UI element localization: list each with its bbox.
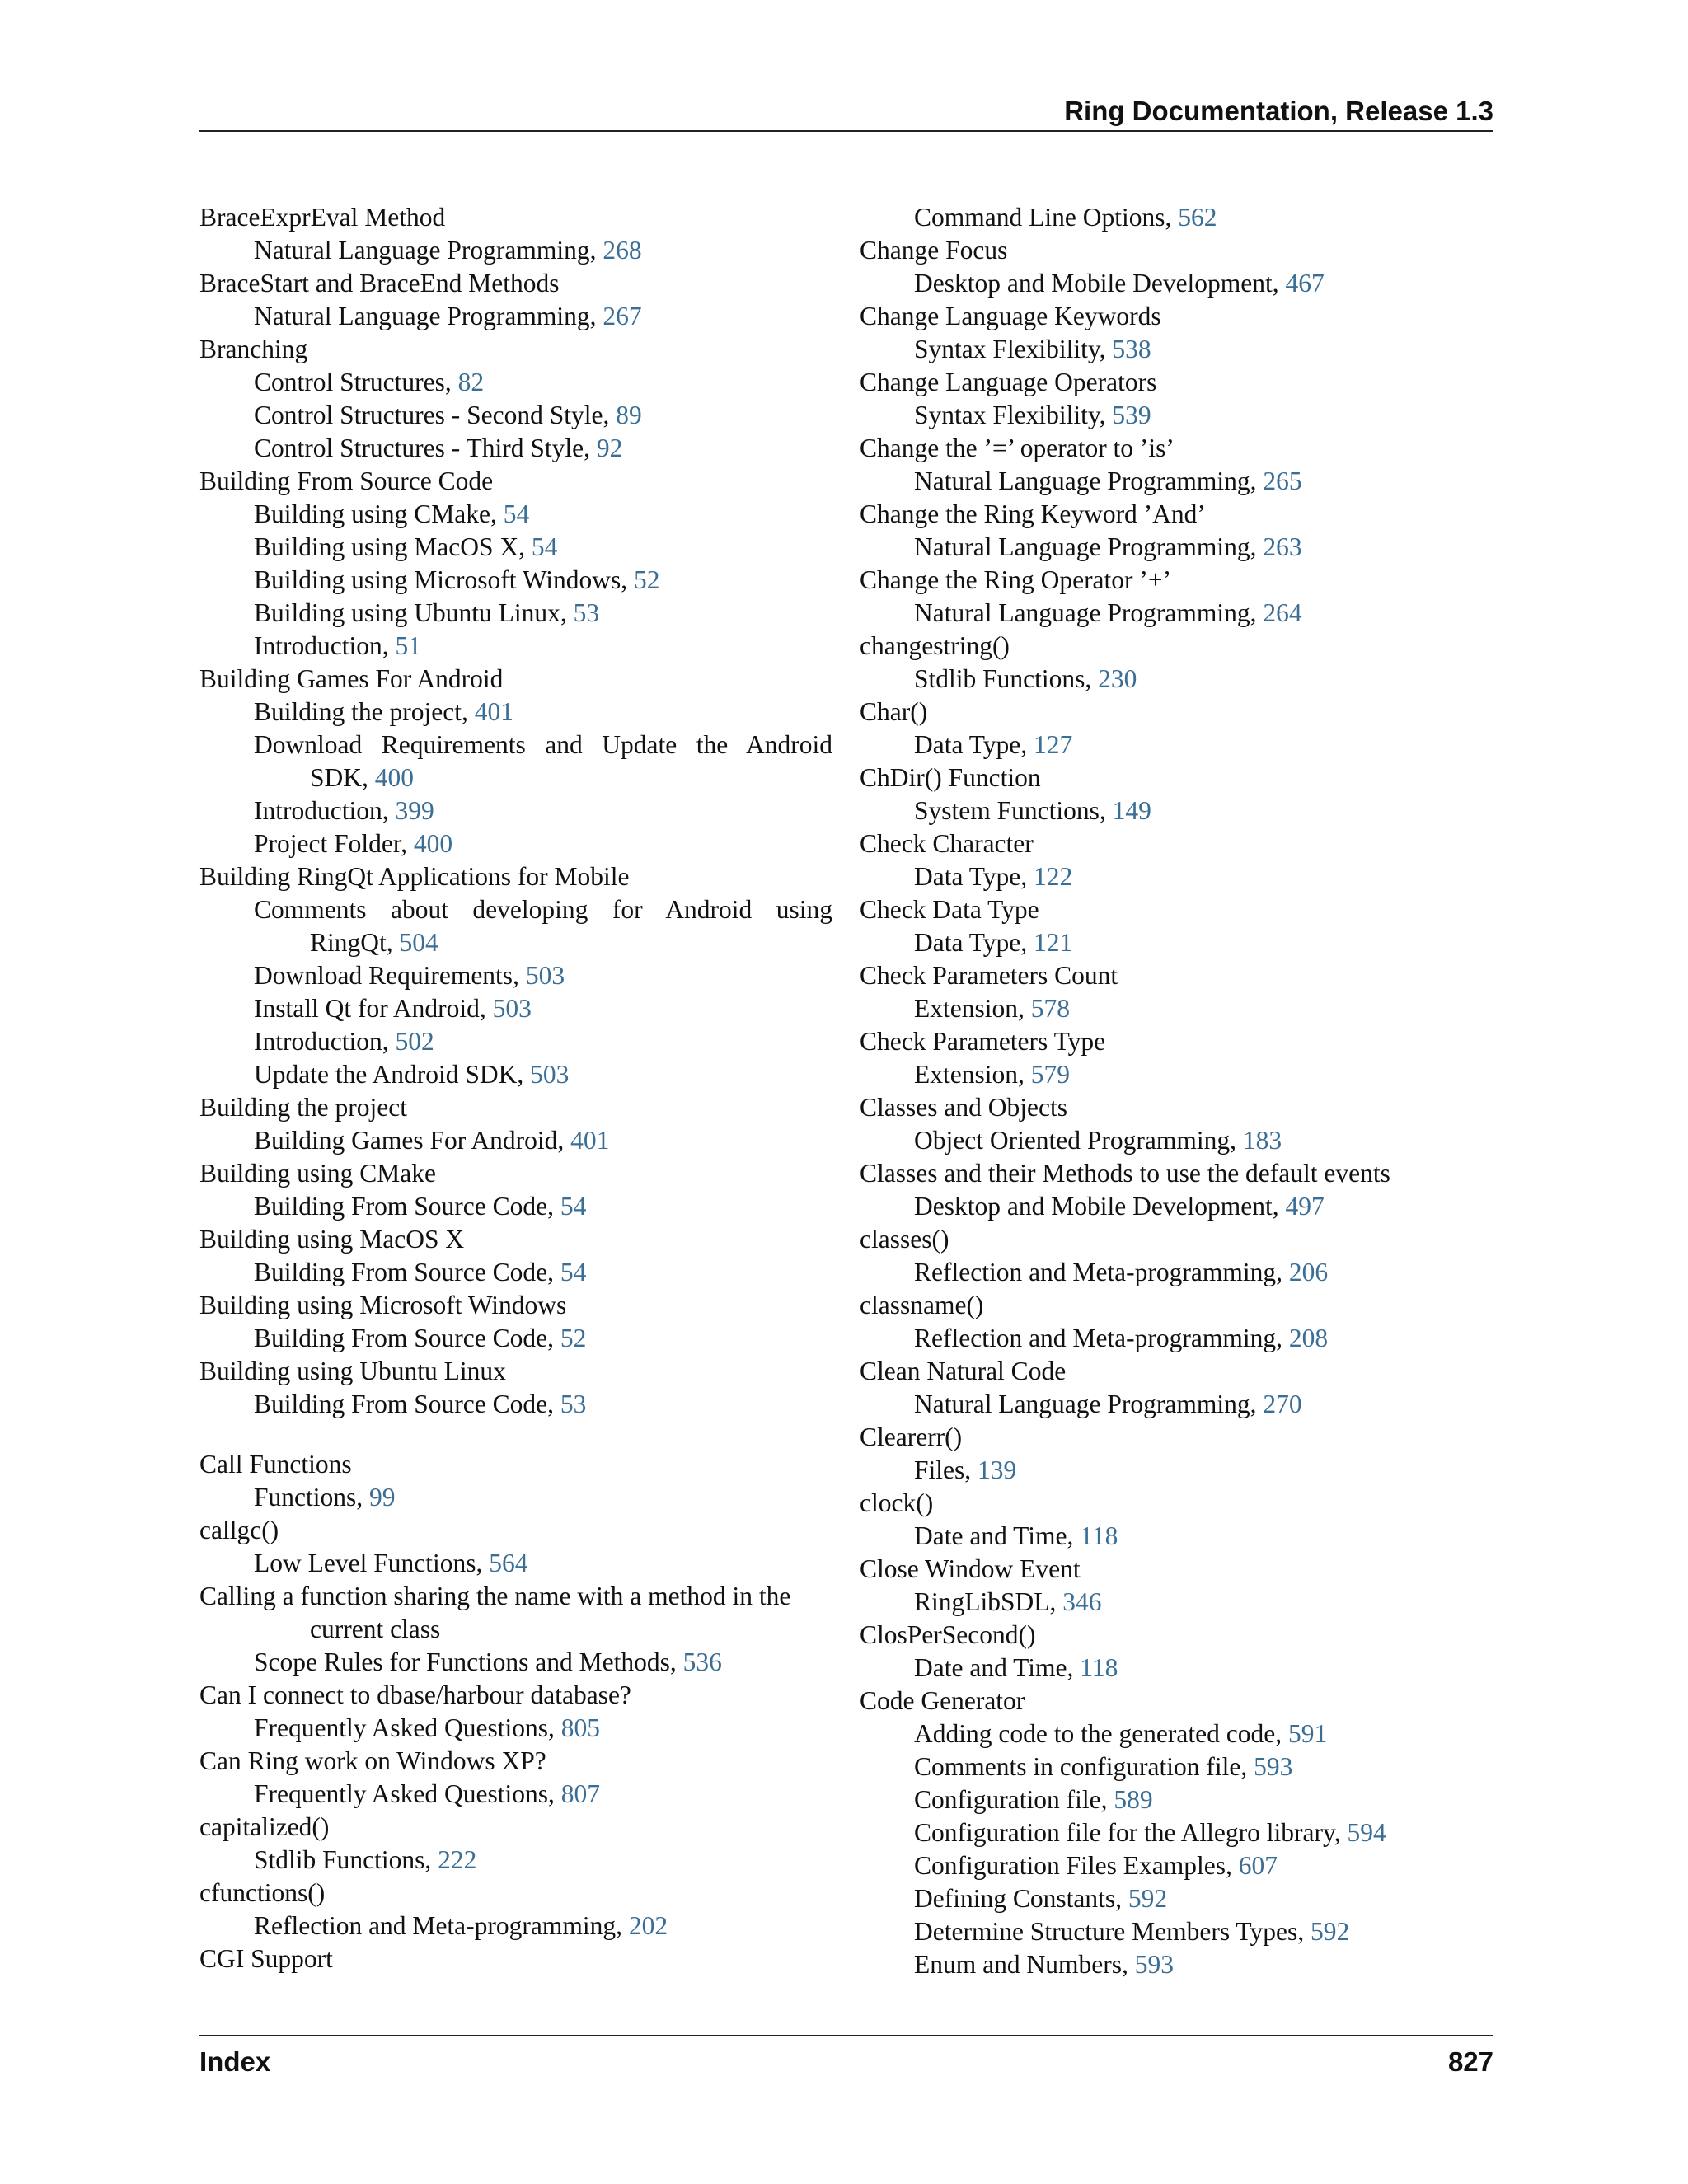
page-link[interactable]: 52 (560, 1324, 587, 1352)
entry-text: Classes and Objects (860, 1093, 1067, 1122)
page-link[interactable]: 504 (399, 928, 438, 957)
entry-text: Check Parameters Type (860, 1027, 1106, 1056)
page-link[interactable]: 53 (560, 1390, 587, 1418)
entry-text: Syntax Flexibility, (914, 335, 1113, 363)
page-link[interactable]: 593 (1134, 1950, 1174, 1979)
entry-text: Project Folder, (254, 829, 414, 858)
index-subentry (860, 1388, 1494, 1421)
entry-text: Command Line Options, (914, 203, 1179, 232)
entry-text: Building using MacOS X, (254, 532, 532, 561)
index-subentry (860, 1750, 1494, 1783)
page-link[interactable]: 222 (438, 1845, 477, 1874)
page-link[interactable]: 202 (628, 1911, 668, 1940)
page-link[interactable]: 52 (634, 565, 660, 594)
entry-text: Building using Microsoft Windows, (254, 565, 635, 594)
index-subentry (199, 893, 832, 959)
page-link[interactable]: 593 (1254, 1752, 1293, 1781)
index-subentry (199, 827, 832, 860)
entry-text: Scope Rules for Functions and Methods, (254, 1647, 683, 1676)
index-subentry (199, 399, 832, 432)
entry-text: Reflection and Meta-programming, (914, 1324, 1289, 1352)
entry-text: Control Structures - Third Style, (254, 434, 597, 462)
entry-text: Natural Language Programming, (914, 1390, 1264, 1418)
index-term (860, 1091, 1494, 1124)
index-subentry (199, 1646, 832, 1679)
index-term (860, 630, 1494, 663)
entry-text: Building the project, (254, 697, 475, 726)
entry-text: Natural Language Programming, (254, 236, 603, 265)
index-term (199, 1289, 832, 1322)
entry-text: Extension, (914, 1060, 1031, 1089)
entry-text: Data Type, (914, 730, 1034, 759)
page-link[interactable]: 591 (1287, 1719, 1328, 1748)
entry-text: classes() (860, 1225, 950, 1254)
index-subentry (199, 1058, 832, 1091)
index-term (199, 1157, 832, 1190)
entry-text: Stdlib Functions, (254, 1845, 438, 1874)
entry-text: RingLibSDL, (914, 1587, 1063, 1616)
entry-text: Introduction, (254, 631, 396, 660)
entry-text: Update the Android SDK, (254, 1060, 531, 1089)
index-term (199, 1223, 832, 1256)
page-link[interactable]: 503 (525, 961, 565, 990)
page-link[interactable]: 121 (1034, 928, 1073, 957)
entry-text: Building Games For Android (199, 664, 504, 693)
page-link[interactable]: 607 (1238, 1851, 1278, 1880)
entry-text: Determine Structure Members Types, (914, 1917, 1311, 1946)
page-link[interactable]: 54 (560, 1258, 587, 1286)
page-link[interactable]: 399 (395, 796, 434, 825)
entry-text: Classes and their Methods to use the default events (860, 1159, 1390, 1188)
index-subentry (860, 926, 1494, 959)
index-term (860, 1487, 1494, 1520)
index-subentry (199, 366, 832, 399)
index-term (860, 1223, 1494, 1256)
page-link[interactable]: 54 (503, 499, 530, 528)
page-link[interactable]: 805 (560, 1713, 600, 1742)
entry-text: Building the project (199, 1093, 407, 1122)
index-subentry (860, 1652, 1494, 1685)
entry-text: System Functions, (914, 796, 1113, 825)
index-subentry (199, 1910, 832, 1943)
entry-text: Configuration file, (914, 1785, 1114, 1814)
index-subentry (199, 531, 832, 564)
index-term (199, 1355, 832, 1388)
entry-text: Building using Microsoft Windows (199, 1291, 567, 1319)
entry-text: Check Data Type (860, 895, 1039, 924)
entry-text: Files, (914, 1455, 978, 1484)
index-subentry (860, 1058, 1494, 1091)
index-term (860, 1685, 1494, 1718)
index-subentry (199, 432, 832, 465)
page-link[interactable]: 54 (531, 532, 558, 561)
index-subentry (199, 1322, 832, 1355)
index-term (199, 333, 832, 366)
page-link[interactable]: 539 (1112, 401, 1151, 429)
page-link[interactable]: 400 (374, 763, 415, 792)
index-subentry (860, 1190, 1494, 1223)
index-term (199, 1679, 832, 1712)
index-term (860, 827, 1494, 860)
page-link[interactable]: 538 (1112, 335, 1151, 363)
page-link[interactable]: 264 (1263, 598, 1302, 627)
index-subentry (860, 1849, 1494, 1882)
index-subentry (860, 531, 1494, 564)
index-term (860, 1157, 1494, 1190)
entry-text: Call Functions (199, 1450, 352, 1479)
entry-text: Building using CMake, (254, 499, 504, 528)
page-footer (199, 2035, 1493, 2086)
entry-text: BraceExprEval Method (199, 203, 446, 232)
index-subentry (199, 1844, 832, 1877)
index-column-right (860, 201, 1494, 1981)
entry-text: Desktop and Mobile Development, (914, 1192, 1286, 1221)
entry-text: Calling a function sharing the name with a method in the current class (199, 1582, 791, 1643)
entry-text: Frequently Asked Questions, (254, 1779, 561, 1808)
entry-text: Check Parameters Count (860, 961, 1118, 990)
index-subentry (860, 1586, 1494, 1619)
page-link[interactable]: 562 (1178, 203, 1217, 232)
entry-text: cfunctions() (199, 1878, 326, 1907)
page-link[interactable]: 89 (616, 401, 642, 429)
entry-text: Date and Time, (914, 1653, 1081, 1682)
entry-text: Building From Source Code, (254, 1324, 560, 1352)
entry-text: Reflection and Meta-programming, (254, 1911, 629, 1940)
footer-section-title: Index (199, 2046, 271, 2077)
page-link[interactable]: 536 (682, 1647, 722, 1676)
index-term (860, 696, 1494, 729)
entry-text: Change the Ring Keyword ’And’ (860, 499, 1206, 528)
entry-text: Syntax Flexibility, (914, 401, 1113, 429)
letter-group-gap (199, 1421, 832, 1448)
entry-text: Building using CMake (199, 1159, 437, 1188)
index-subentry (860, 1718, 1494, 1750)
index-subentry (860, 597, 1494, 630)
entry-text: Building using Ubuntu Linux (199, 1357, 506, 1385)
index-subentry (860, 729, 1494, 762)
index-subentry (199, 1190, 832, 1223)
index-term (860, 1619, 1494, 1652)
page-link[interactable]: 400 (413, 829, 453, 858)
entry-text: Configuration file for the Allegro library, (914, 1818, 1348, 1847)
index-column-left (199, 201, 832, 1975)
entry-text: Can Ring work on Windows XP? (199, 1746, 546, 1775)
entry-text: Clearerr() (860, 1422, 963, 1451)
page-link[interactable]: 54 (560, 1192, 587, 1221)
index-term (860, 234, 1494, 267)
entry-text: Natural Language Programming, (914, 466, 1264, 495)
entry-text: Comments about developing for Android using RingQt, (254, 895, 832, 957)
page-link[interactable]: 149 (1112, 796, 1151, 825)
index-subentry (860, 1783, 1494, 1816)
page-link[interactable]: 346 (1062, 1587, 1102, 1616)
entry-text: Char() (860, 697, 928, 726)
index-subentry (860, 399, 1494, 432)
page-link[interactable]: 53 (573, 598, 600, 627)
page-link[interactable]: 502 (395, 1027, 434, 1056)
page-link[interactable]: 401 (570, 1126, 610, 1155)
entry-text: Building RingQt Applications for Mobile (199, 862, 630, 891)
page-link[interactable]: 92 (596, 434, 623, 462)
index-term (860, 564, 1494, 597)
entry-text: Data Type, (914, 862, 1034, 891)
page-link[interactable]: 267 (603, 302, 642, 330)
index-subentry (199, 1388, 832, 1421)
page-link[interactable]: 127 (1034, 730, 1073, 759)
page-link[interactable]: 497 (1285, 1192, 1325, 1221)
index-term (860, 498, 1494, 531)
page-number: 827 (1447, 2046, 1493, 2077)
index-subentry (199, 1256, 832, 1289)
entry-text: Comments in configuration file, (914, 1752, 1254, 1781)
entry-text: Download Requirements, (254, 961, 526, 990)
page-link[interactable]: 51 (395, 631, 421, 660)
page-link[interactable]: 594 (1347, 1818, 1386, 1847)
entry-text: Control Structures, (254, 368, 458, 396)
page-link[interactable]: 265 (1263, 466, 1302, 495)
index-subentry (860, 663, 1494, 696)
entry-text: Clean Natural Code (860, 1357, 1067, 1385)
entry-text: Building From Source Code (199, 466, 494, 495)
entry-text: callgc() (199, 1516, 279, 1544)
entry-text: Building Games For Android, (254, 1126, 571, 1155)
entry-text: Extension, (914, 994, 1031, 1023)
index-term (199, 1811, 832, 1844)
entry-text: BraceStart and BraceEnd Methods (199, 269, 560, 298)
entry-text: Frequently Asked Questions, (254, 1713, 561, 1742)
page-link[interactable]: 82 (457, 368, 485, 396)
index-subentry (860, 1816, 1494, 1849)
index-term (860, 762, 1494, 794)
index-term (199, 1091, 832, 1124)
entry-text: Close Window Event (860, 1554, 1081, 1583)
index-term (860, 366, 1494, 399)
index-term (199, 1514, 832, 1547)
index-subentry (860, 1322, 1494, 1355)
page-link[interactable]: 467 (1285, 269, 1325, 298)
index-subentry (860, 333, 1494, 366)
index-term (199, 1943, 832, 1975)
page-link[interactable]: 139 (978, 1455, 1017, 1484)
entry-text: Date and Time, (914, 1521, 1081, 1550)
index-term (860, 300, 1494, 333)
entry-text: Building From Source Code, (254, 1192, 560, 1221)
page-link[interactable]: 503 (530, 1060, 570, 1089)
entry-text: Building From Source Code, (254, 1258, 560, 1286)
index-term (199, 201, 832, 234)
page-link[interactable]: 592 (1310, 1917, 1350, 1946)
entry-text: Natural Language Programming, (914, 598, 1264, 627)
entry-text: Control Structures - Second Style, (254, 401, 617, 429)
index-subentry (860, 1915, 1494, 1948)
page-link[interactable]: 183 (1242, 1126, 1282, 1155)
index-subentry (199, 1547, 832, 1580)
index-term (199, 1745, 832, 1778)
entry-text: Functions, (254, 1483, 370, 1511)
entry-text: classname() (860, 1291, 984, 1319)
entry-text: Building using MacOS X (199, 1225, 465, 1254)
entry-text: Configuration Files Examples, (914, 1851, 1239, 1880)
index-subentry (199, 992, 832, 1025)
index-term (860, 1355, 1494, 1388)
entry-text: Change the Ring Operator ’+’ (860, 565, 1172, 594)
entry-text: Reflection and Meta-programming, (914, 1258, 1289, 1286)
entry-text: Install Qt for Android, (254, 994, 493, 1023)
entry-text: Check Character (860, 829, 1034, 858)
index-term (199, 860, 832, 893)
page-link[interactable]: 270 (1263, 1390, 1302, 1418)
page-link[interactable]: 268 (603, 236, 642, 265)
page-link[interactable]: 122 (1034, 862, 1073, 891)
page-header (199, 89, 1493, 132)
entry-text: Enum and Numbers, (914, 1950, 1135, 1979)
page-link[interactable]: 118 (1080, 1653, 1118, 1682)
index-term (199, 465, 832, 498)
index-term (860, 959, 1494, 992)
entry-text: Building From Source Code, (254, 1390, 560, 1418)
index-subentry (860, 992, 1494, 1025)
entry-text: Can I connect to dbase/harbour database? (199, 1680, 631, 1709)
index-subentry (860, 465, 1494, 498)
page-link[interactable]: 118 (1080, 1521, 1118, 1550)
page-link[interactable]: 263 (1263, 532, 1302, 561)
page-link[interactable]: 206 (1288, 1258, 1329, 1286)
entry-text: Natural Language Programming, (914, 532, 1264, 561)
entry-text: Building using Ubuntu Linux, (254, 598, 574, 627)
page-link[interactable]: 230 (1098, 664, 1137, 693)
index-subentry (860, 1948, 1494, 1981)
index-term (860, 1553, 1494, 1586)
entry-text: ChDir() Function (860, 763, 1041, 792)
entry-text: Data Type, (914, 928, 1034, 957)
entry-text: CGI Support (199, 1944, 333, 1973)
index-term (199, 267, 832, 300)
index-subentry (199, 300, 832, 333)
index-subentry (199, 1025, 832, 1058)
page-link[interactable]: 579 (1030, 1060, 1070, 1089)
entry-text: Desktop and Mobile Development, (914, 269, 1286, 298)
index-subentry (199, 696, 832, 729)
entry-text: Change Language Operators (860, 368, 1157, 396)
index-term (199, 1580, 832, 1646)
entry-text: Natural Language Programming, (254, 302, 603, 330)
entry-text: Download Requirements and Update the Android SDK, (254, 730, 832, 792)
entry-text: Low Level Functions, (254, 1549, 490, 1577)
entry-text: ClosPerSecond() (860, 1620, 1036, 1649)
page-link[interactable]: 589 (1114, 1785, 1153, 1814)
index-subentry (860, 1256, 1494, 1289)
index-term (199, 663, 832, 696)
index-term (860, 1025, 1494, 1058)
index-subentry (860, 794, 1494, 827)
index-subentry (199, 1778, 832, 1811)
index-subentry (199, 1124, 832, 1157)
index-subentry (860, 201, 1494, 234)
entry-text: Object Oriented Programming, (914, 1126, 1243, 1155)
index-term (860, 893, 1494, 926)
entry-text: Change Focus (860, 236, 1008, 265)
index-term (860, 1421, 1494, 1454)
page-link[interactable]: 807 (560, 1779, 600, 1808)
entry-text: Branching (199, 335, 308, 363)
entry-text: Code Generator (860, 1686, 1025, 1715)
page-link[interactable]: 564 (489, 1549, 528, 1577)
index-subentry (860, 1454, 1494, 1487)
entry-text: Adding code to the generated code, (914, 1719, 1288, 1748)
index-subentry (860, 267, 1494, 300)
index-subentry (199, 564, 832, 597)
document-title: Ring Documentation, Release 1.3 (1064, 96, 1493, 126)
index-subentry (860, 1520, 1494, 1553)
index-term (860, 1289, 1494, 1322)
index-term (199, 1448, 832, 1481)
index-subentry (199, 234, 832, 267)
index-subentry (860, 1882, 1494, 1915)
entry-text: Introduction, (254, 1027, 396, 1056)
entry-text: Defining Constants, (914, 1884, 1128, 1913)
page-link[interactable]: 208 (1288, 1324, 1329, 1352)
entry-text: Change the ’=’ operator to ’is’ (860, 434, 1175, 462)
index-subentry (860, 1124, 1494, 1157)
index-term (199, 1877, 832, 1910)
entry-text: clock() (860, 1488, 934, 1517)
index-subentry (199, 498, 832, 531)
entry-text: changestring() (860, 631, 1010, 660)
index-subentry (199, 630, 832, 663)
index-subentry (199, 794, 832, 827)
index-subentry (860, 860, 1494, 893)
page-link[interactable]: 592 (1128, 1884, 1168, 1913)
index-subentry (199, 1712, 832, 1745)
entry-text: capitalized() (199, 1812, 330, 1841)
index-term (860, 432, 1494, 465)
page-link[interactable]: 401 (474, 697, 513, 726)
entry-text: Change Language Keywords (860, 302, 1161, 330)
index-subentry (199, 1481, 832, 1514)
index-subentry (199, 729, 832, 794)
page-link[interactable]: 503 (492, 994, 532, 1023)
entry-text: Stdlib Functions, (914, 664, 1099, 693)
page-link[interactable]: 99 (369, 1483, 396, 1511)
index-subentry (199, 597, 832, 630)
entry-text: Introduction, (254, 796, 396, 825)
index-subentry (199, 959, 832, 992)
page-link[interactable]: 578 (1030, 994, 1070, 1023)
